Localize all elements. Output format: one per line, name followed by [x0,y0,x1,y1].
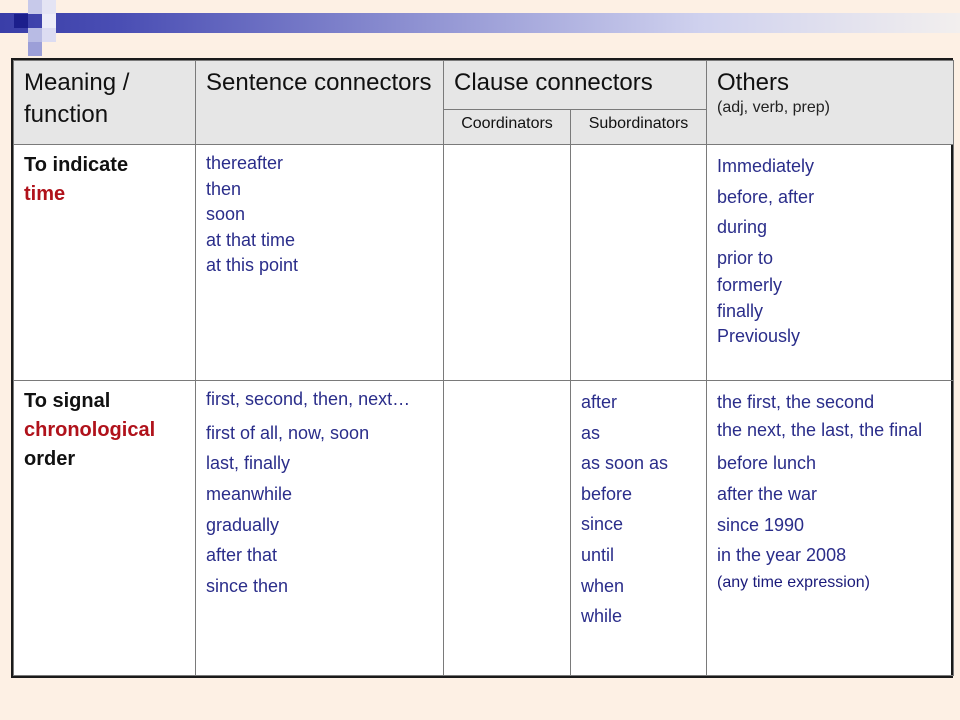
row-label-cell [14,381,196,676]
list-item: after [581,392,618,412]
list-item: prior to [717,247,774,268]
coordinators-cell [444,145,571,381]
list-item: until [581,544,615,565]
row-label-prefix: To signal [24,390,111,412]
others-cell [707,381,954,676]
row-label-cell [14,145,196,381]
slide-header-bar [0,13,960,33]
list-item: in the year 2008 [717,545,847,566]
header-meaning [14,61,196,145]
list-item: since 1990 [717,514,805,535]
list-item: thereafter [206,153,284,173]
subordinators-cell [571,381,707,676]
list-item: gradually [206,514,280,535]
list-item: Previously [717,326,801,346]
header-sentence [196,61,444,145]
row-label-highlight: chronological [24,419,156,441]
header-clause [444,61,707,110]
list-item: after that [206,545,278,566]
list-item: as soon as [581,453,669,474]
decor-square [28,28,42,42]
list-item: after the war [717,483,818,504]
list-item: since then [206,576,289,597]
header-row [14,61,954,110]
header-sentence-label: Sentence connectors [206,69,432,96]
connectors-table-wrapper [11,58,953,678]
list-item: finally [717,300,764,321]
header-subordinators: Subordinators [571,110,707,145]
table-row [14,145,954,381]
list-item: first, second, then, next… [206,389,411,409]
others-cell [707,145,954,381]
list-item: soon [206,204,246,224]
header-others [707,61,954,145]
list-item: at that time [206,229,296,250]
list-item: formerly [717,275,783,295]
subordinators-cell [571,145,707,381]
row-label-prefix: To indicate [24,154,129,176]
row-label [24,145,195,209]
decor-square [42,14,56,28]
row-label-highlight: time [24,183,66,205]
list-item: while [581,606,623,627]
decor-square [28,0,42,14]
coordinators-cell [444,381,571,676]
list-item-note: (any time expression) [717,574,870,592]
header-clause-label: Clause connectors [454,69,653,96]
others-list [717,381,953,595]
list-item: before lunch [717,453,817,474]
decor-square [28,42,42,56]
list-item: at this point [206,255,299,275]
list-item: the first, the second [717,392,875,412]
list-item: during [717,217,768,237]
decor-square [42,0,56,14]
connectors-table [13,60,954,676]
header-others-label: Others [717,69,790,96]
header-coordinators: Coordinators [444,110,571,145]
list-item: meanwhile [206,483,293,504]
others-list [717,145,953,350]
sentence-connectors-cell [196,145,444,381]
list-item: then [206,178,242,199]
decor-square [14,14,28,28]
list-item: last, finally [206,453,291,474]
list-item: since [581,514,624,535]
header-meaning-label: Meaning / function [24,69,130,128]
row-label-suffix: order [24,448,76,470]
header-others-sub: (adj, verb, prep) [717,99,830,116]
sentence-connectors-list [206,145,443,279]
decor-square [42,28,56,42]
row-label [24,381,195,474]
sentence-connectors-cell [196,381,444,676]
subordinators-list [581,381,706,632]
list-item: first of all, now, soon [206,422,370,443]
sentence-connectors-list [206,381,443,602]
list-item: when [581,575,625,596]
list-item: Immediately [717,156,815,176]
list-item: the next, the last, the final [717,419,923,440]
list-item: as [581,422,601,443]
table-row [14,381,954,676]
list-item: before [581,483,633,504]
list-item: before, after [717,186,815,207]
